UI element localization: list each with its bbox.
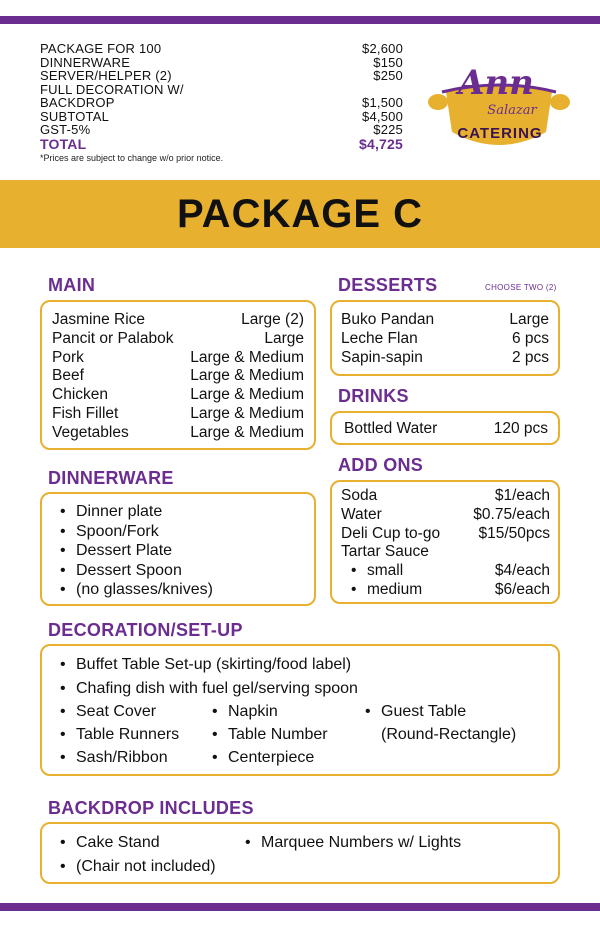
addon-sauce-item: • medium $6/each — [351, 580, 550, 598]
dessert-item: Buko Pandan Large — [341, 311, 549, 328]
page-title: PACKAGE C — [176, 191, 424, 236]
backdrop-item: • (Chair not included) — [52, 857, 548, 877]
main-item: Fish Fillet Large & Medium — [52, 404, 304, 422]
decoration-item: • Table Runners — [52, 725, 204, 744]
backdrop-item: • Marquee Numbers w/ Lights — [237, 833, 461, 853]
backdrop-item: • Cake Stand — [52, 833, 237, 853]
decoration-box — [40, 644, 560, 776]
addon-item: Water $0.75/each — [341, 505, 550, 523]
decoration-item: • Sash/Ribbon — [52, 748, 204, 767]
main-item: Vegetables Large & Medium — [52, 423, 304, 441]
pot-logo-icon — [424, 62, 574, 158]
backdrop-box — [40, 822, 560, 884]
addon-sauce-label: Tartar Sauce — [341, 543, 429, 561]
decoration-item: • Chafing dish with fuel gel/serving spoon — [52, 679, 548, 699]
main-heading: MAIN — [48, 275, 96, 295]
price-row: SUBTOTAL $4,500 — [40, 108, 403, 124]
main-item: Pork Large & Medium — [52, 348, 304, 366]
decoration-heading: DECORATION/SET-UP — [48, 620, 243, 640]
dessert-item: Leche Flan 6 pcs — [341, 329, 549, 347]
main-box — [40, 300, 316, 450]
price-row: GST-5% $225 — [40, 122, 403, 137]
svg-text:Ann: Ann — [458, 63, 534, 103]
drinks-heading: DRINKS — [338, 386, 409, 406]
main-item: Beef Large & Medium — [52, 367, 304, 385]
dessert-item: Sapin-sapin 2 pcs — [341, 348, 549, 366]
drinks-box — [330, 411, 560, 445]
dinnerware-item: • Dessert Plate — [52, 541, 304, 561]
price-row: FULL DECORATION W/ BACKDROP $1,500 — [40, 81, 403, 110]
price-row: SERVER/HELPER (2) $250 — [40, 68, 403, 83]
addon-sauce-item: • small $4/each — [351, 562, 550, 580]
decoration-item: • Table Number — [204, 725, 357, 744]
drink-item: Bottled Water 120 pcs — [344, 420, 548, 437]
decoration-item: • Guest Table — [357, 702, 537, 721]
decoration-item: • Seat Cover — [52, 702, 204, 721]
bottom-bar — [0, 903, 600, 911]
decoration-grid — [52, 702, 548, 767]
backdrop-row — [52, 833, 548, 853]
price-note: *Prices are subject to change w/o prior notice. — [40, 153, 224, 163]
decoration-item: • Centerpiece — [204, 748, 357, 767]
decoration-item: • Buffet Table Set-up (skirting/food label) — [52, 655, 548, 675]
dinnerware-box — [40, 492, 316, 606]
main-item: Chicken Large & Medium — [52, 386, 304, 404]
decoration-item-continued: (Round-Rectangle) — [381, 726, 517, 743]
title-band — [0, 180, 600, 248]
svg-text:Salazar: Salazar — [487, 103, 537, 118]
dinnerware-item: • Spoon/Fork — [52, 522, 304, 542]
price-row: PACKAGE FOR 100 $2,600 — [40, 41, 403, 56]
addon-item: Soda $1/each — [341, 487, 550, 504]
dinnerware-heading: DINNERWARE — [48, 468, 174, 488]
decoration-item: • Napkin — [204, 702, 357, 721]
main-item: Jasmine Rice Large (2) — [52, 311, 304, 328]
addons-heading: ADD ONS — [338, 455, 424, 475]
desserts-choose-note: CHOOSE TWO (2) — [485, 283, 557, 292]
desserts-heading: DESSERTS — [338, 275, 438, 295]
top-bar — [0, 16, 600, 24]
backdrop-heading: BACKDROP INCLUDES — [48, 798, 254, 818]
catering-logo — [424, 62, 574, 158]
main-item: Pancit or Palabok Large — [52, 329, 304, 347]
price-summary — [40, 42, 403, 152]
dinnerware-item: • (no glasses/knives) — [52, 580, 304, 600]
dinnerware-item: • Dessert Spoon — [52, 561, 304, 581]
price-row: DINNERWARE $150 — [40, 54, 403, 70]
svg-text:CATERING: CATERING — [457, 125, 543, 142]
dinnerware-item: • Dinner plate — [52, 502, 304, 522]
addons-box — [330, 480, 560, 604]
price-total: TOTAL $4,725 — [40, 135, 403, 152]
desserts-box — [330, 300, 560, 376]
addon-item: Deli Cup to-go $15/50pcs — [341, 524, 550, 542]
